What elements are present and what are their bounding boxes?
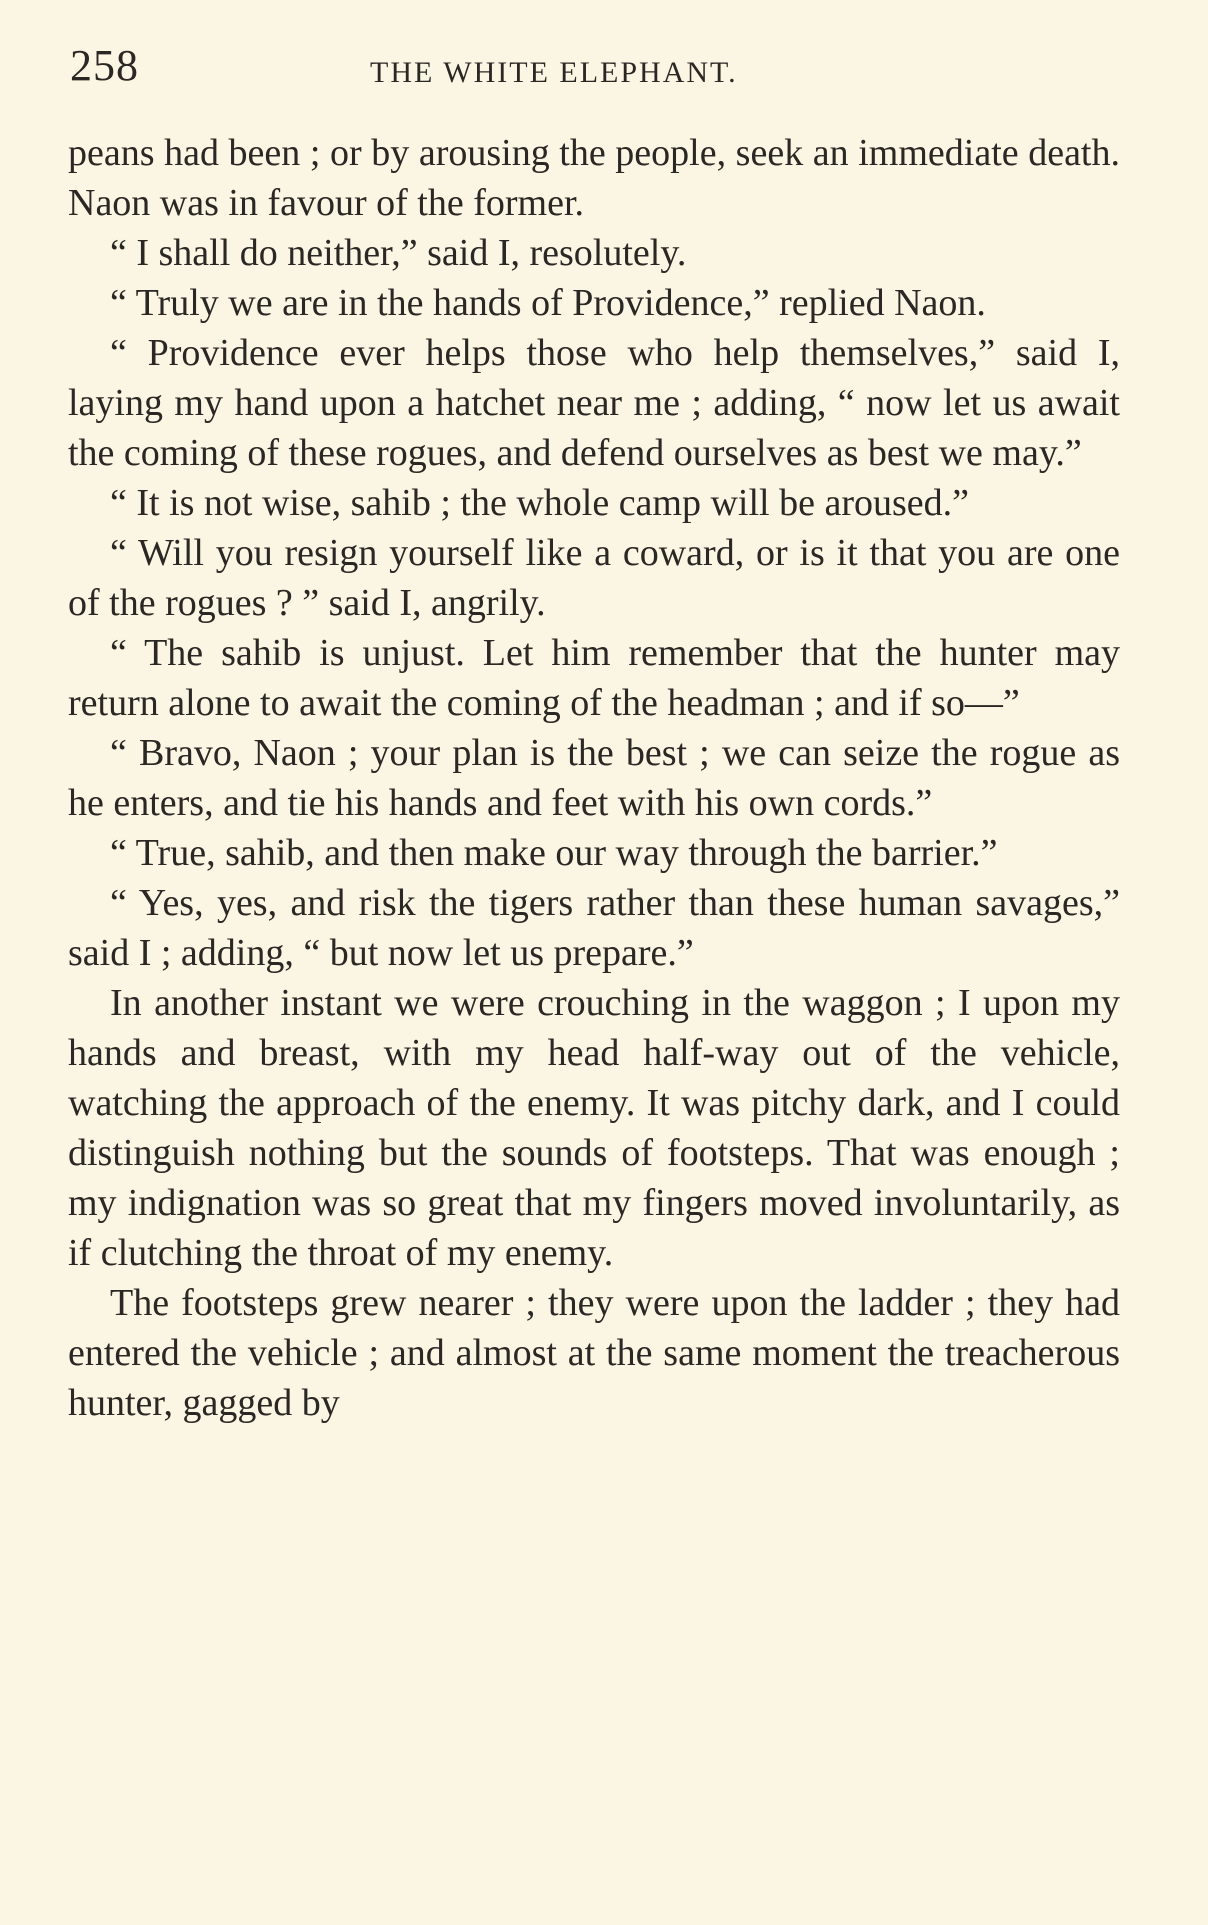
paragraph: “ Providence ever helps those who help themselves,” said I, laying my hand upon a hatchet near me ; adding, “ now let us await the coming of these rogues, and defend ourselves as best we may.” — [68, 332, 1120, 474]
paragraph: “ Yes, yes, and risk the tigers rather than these human savages,” said I ; adding, “ but now let us prepare.” — [68, 882, 1120, 974]
page-number: 258 — [70, 41, 139, 90]
paragraph: peans had been ; or by arousing the people, seek an immediate death. Naon was in favour of the former. — [68, 132, 1120, 224]
body-text — [68, 128, 1120, 1428]
paragraph: “ True, sahib, and then make our way through the barrier.” — [110, 832, 998, 874]
page-header — [70, 40, 1122, 100]
paragraph: “ Bravo, Naon ; your plan is the best ; we can seize the rogue as he enters, and tie his hands and feet with his own cords.” — [68, 732, 1120, 824]
paragraph: The footsteps grew nearer ; they were upon the ladder ; they had entered the vehicle ; and almost at the same moment the treacherous hunter, gagged by — [68, 1282, 1120, 1424]
paragraph: “ Will you resign yourself like a coward, or is it that you are one of the rogues ? ” said I, angrily. — [68, 532, 1120, 624]
running-title: THE WHITE ELEPHANT. — [370, 56, 738, 89]
paragraph: “ It is not wise, sahib ; the whole camp will be aroused.” — [110, 482, 970, 524]
paragraph: In another instant we were crouching in the waggon ; I upon my hands and breast, with my head half-way out of the vehicle, watching the approach of the enemy. It was pitchy dark, and I could distinguish nothing but the sounds of footsteps. That was enough ; my indignation was so great that my fingers moved involuntarily, as if clutching the throat of my enemy. — [68, 982, 1120, 1274]
paragraph: “ The sahib is unjust. Let him remember that the hunter may return alone to await the coming of the headman ; and if so—” — [68, 632, 1120, 724]
paragraph: “ I shall do neither,” said I, resolutely. — [110, 232, 687, 274]
paragraph: “ Truly we are in the hands of Providence,” replied Naon. — [110, 282, 986, 324]
